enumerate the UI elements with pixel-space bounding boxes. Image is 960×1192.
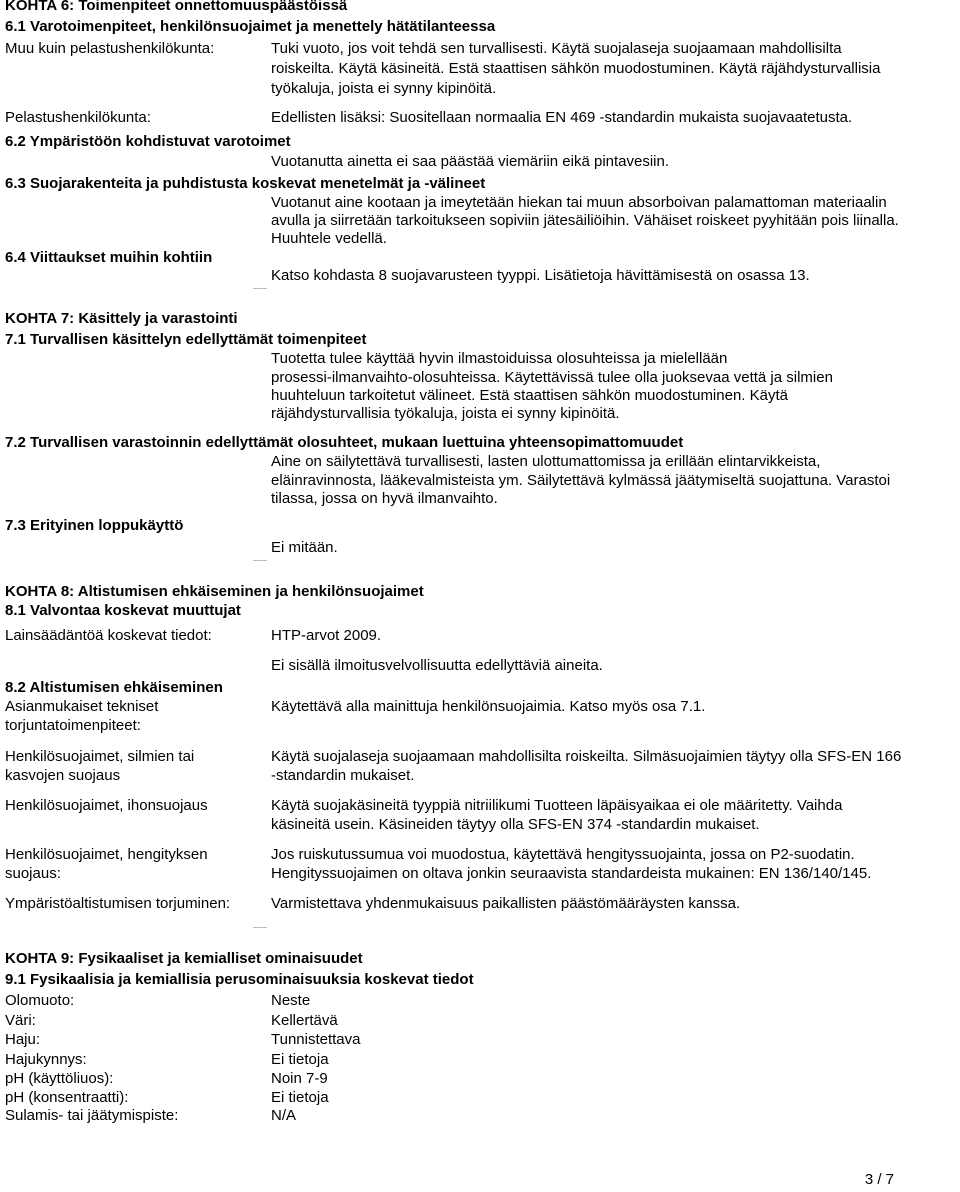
property-label: pH (konsentraatti): bbox=[5, 1089, 129, 1106]
eye-protection-line-1: Käytä suojalaseja suojaamaan mahdollisilta roiskeilta. Silmäsuojaimien täytyy olla SFS-EN 166 bbox=[271, 748, 902, 765]
heading-6-1: 6.1 Varotoimenpiteet, henkilönsuojaimet ja menettely hätätilanteessa bbox=[5, 18, 496, 35]
storage-line-2: eläinravinnosta, lääkevalmisteista ym. Säilytettävä kylmässä jäätymiseltä suojattuna. Varastoi bbox=[271, 472, 891, 489]
environmental-exposure-label: Ympäristöaltistumisen torjuminen: bbox=[5, 895, 231, 912]
respiratory-protection-line-2: Hengityssuojaimen on oltava jonkin seuraavista standardeista mukainen: EN 136/140/145. bbox=[271, 865, 872, 882]
nonrescue-label: Muu kuin pelastushenkilökunta: bbox=[5, 40, 215, 57]
heading-6-2: 6.2 Ympäristöön kohdistuvat varotoimet bbox=[5, 133, 291, 150]
divider bbox=[253, 288, 267, 289]
heading-7-3: 7.3 Erityinen loppukäyttö bbox=[5, 517, 184, 534]
heading-8-1: 8.1 Valvontaa koskevat muuttujat bbox=[5, 602, 241, 619]
handling-line-2: prosessi-ilmanvaihto-olosuhteissa. Käytettävissä tulee olla juoksevaa vettä ja silmien bbox=[271, 369, 833, 386]
storage-line-1: Aine on säilytettävä turvallisesti, lasten ulottumattomissa ja erillään elintarvikkeista, bbox=[271, 453, 821, 470]
section-7-title: KOHTA 7: Käsittely ja varastointi bbox=[5, 310, 238, 327]
technical-controls-label-1: Asianmukaiset tekniset bbox=[5, 698, 159, 715]
technical-controls-text: Käytettävä alla mainittuja henkilönsuojaimia. Katso myös osa 7.1. bbox=[271, 698, 706, 715]
property-label: Olomuoto: bbox=[5, 992, 75, 1009]
end-use-text: Ei mitään. bbox=[271, 539, 338, 556]
legal-info-label: Lainsäädäntöä koskevat tiedot: bbox=[5, 627, 212, 644]
eye-protection-label-1: Henkilösuojaimet, silmien tai bbox=[5, 748, 195, 765]
skin-protection-line-2: käsineitä usein. Käsineiden täytyy olla SFS-EN 374 -standardin mukaiset. bbox=[271, 816, 760, 833]
property-value: Ei tietoja bbox=[271, 1089, 329, 1106]
environmental-exposure-text: Varmistettava yhdenmukaisuus paikallisten päästömääräysten kanssa. bbox=[271, 895, 741, 912]
handling-line-1: Tuotetta tulee käyttää hyvin ilmastoiduissa olosuhteissa ja mielellään bbox=[271, 350, 728, 367]
divider bbox=[253, 560, 267, 561]
heading-7-1: 7.1 Turvallisen käsittelyn edellyttämät toimenpiteet bbox=[5, 331, 367, 348]
property-value: N/A bbox=[271, 1107, 297, 1124]
nonrescue-line-1: Tuki vuoto, jos voit tehdä sen turvallisesti. Käytä suojalaseja suojaamaan mahdollisilta bbox=[271, 40, 842, 57]
heading-6-3: 6.3 Suojarakenteita ja puhdistusta koskevat menetelmät ja -välineet bbox=[5, 175, 486, 192]
handling-line-4: räjähdysturvallisia työkaluja, joista ei synny kipinöitä. bbox=[271, 405, 620, 422]
property-label: Haju: bbox=[5, 1031, 41, 1048]
heading-8-2: 8.2 Altistumisen ehkäiseminen bbox=[5, 679, 223, 696]
divider bbox=[253, 927, 267, 928]
property-value: Tunnistettava bbox=[271, 1031, 361, 1048]
skin-protection-line-1: Käytä suojakäsineitä tyyppiä nitriilikumi Tuotteen läpäisyaikaa ei ole määritetty. Vaihda bbox=[271, 797, 843, 814]
property-label: pH (käyttöliuos): bbox=[5, 1070, 114, 1087]
reference-text: Katso kohdasta 8 suojavarusteen tyyppi. Lisätietoja hävittämisestä on osassa 13. bbox=[271, 267, 810, 284]
skin-protection-label: Henkilösuojaimet, ihonsuojaus bbox=[5, 797, 208, 814]
respiratory-protection-line-1: Jos ruiskutussumua voi muodostua, käytettävä hengityssuojainta, jossa on P2-suodatin. bbox=[271, 846, 855, 863]
heading-9-1: 9.1 Fysikaalisia ja kemiallisia perusominaisuuksia koskevat tiedot bbox=[5, 971, 474, 988]
legal-info-value: HTP-arvot 2009. bbox=[271, 627, 382, 644]
respiratory-protection-label-2: suojaus: bbox=[5, 865, 61, 882]
technical-controls-label-2: torjuntatoimenpiteet: bbox=[5, 717, 141, 734]
property-label: Sulamis- tai jäätymispiste: bbox=[5, 1107, 179, 1124]
cleanup-line-2: avulla ja siirretään tarkoitukseen sopiviin jätesäiliöihin. Vähäiset roiskeet pyyhitään pois liinalla. bbox=[271, 212, 899, 229]
heading-7-2: 7.2 Turvallisen varastoinnin edellyttämät olosuhteet, mukaan luettuina yhteensopimattomuudet bbox=[5, 434, 684, 451]
section-9-title: KOHTA 9: Fysikaaliset ja kemialliset ominaisuudet bbox=[5, 950, 363, 967]
section-8-title: KOHTA 8: Altistumisen ehkäiseminen ja henkilönsuojaimet bbox=[5, 583, 424, 600]
section-6-title: KOHTA 6: Toimenpiteet onnettomuuspäästöissä bbox=[5, 0, 348, 14]
exposure-limits-text: Ei sisällä ilmoitusvelvollisuutta edellyttäviä aineita. bbox=[271, 657, 603, 674]
property-value: Neste bbox=[271, 992, 311, 1009]
property-value: Noin 7-9 bbox=[271, 1070, 328, 1087]
page-number: 3 / 7 bbox=[864, 1171, 894, 1188]
eye-protection-line-2: -standardin mukaiset. bbox=[271, 767, 415, 784]
nonrescue-line-3: työkaluja, joista ei synny kipinöitä. bbox=[271, 80, 497, 97]
property-value: Ei tietoja bbox=[271, 1051, 329, 1068]
rescue-text: Edellisten lisäksi: Suositellaan normaalia EN 469 -standardin mukaista suojavaatetusta. bbox=[271, 109, 853, 126]
property-value: Kellertävä bbox=[271, 1012, 338, 1029]
cleanup-line-1: Vuotanut aine kootaan ja imeytetään hiekan tai muun absorboivan palamattoman materiaalin bbox=[271, 194, 887, 211]
heading-6-4: 6.4 Viittaukset muihin kohtiin bbox=[5, 249, 213, 266]
property-label: Väri: bbox=[5, 1012, 36, 1029]
cleanup-line-3: Huuhtele vedellä. bbox=[271, 230, 387, 247]
eye-protection-label-2: kasvojen suojaus bbox=[5, 767, 121, 784]
nonrescue-line-2: roiskeilta. Käytä käsineitä. Estä staattisen sähkön muodostuminen. Käytä räjähdysturvallisia bbox=[271, 60, 881, 77]
storage-line-3: tilassa, jossa on hyvä ilmanvaihto. bbox=[271, 490, 498, 507]
rescue-label: Pelastushenkilökunta: bbox=[5, 109, 151, 126]
respiratory-protection-label-1: Henkilösuojaimet, hengityksen bbox=[5, 846, 208, 863]
handling-line-3: huuhteluun tarkoitetut välineet. Estä staattisen sähkön muodostuminen. Käytä bbox=[271, 387, 788, 404]
property-label: Hajukynnys: bbox=[5, 1051, 87, 1068]
env-precaution-text: Vuotanutta ainetta ei saa päästää viemäriin eikä pintavesiin. bbox=[271, 153, 670, 170]
